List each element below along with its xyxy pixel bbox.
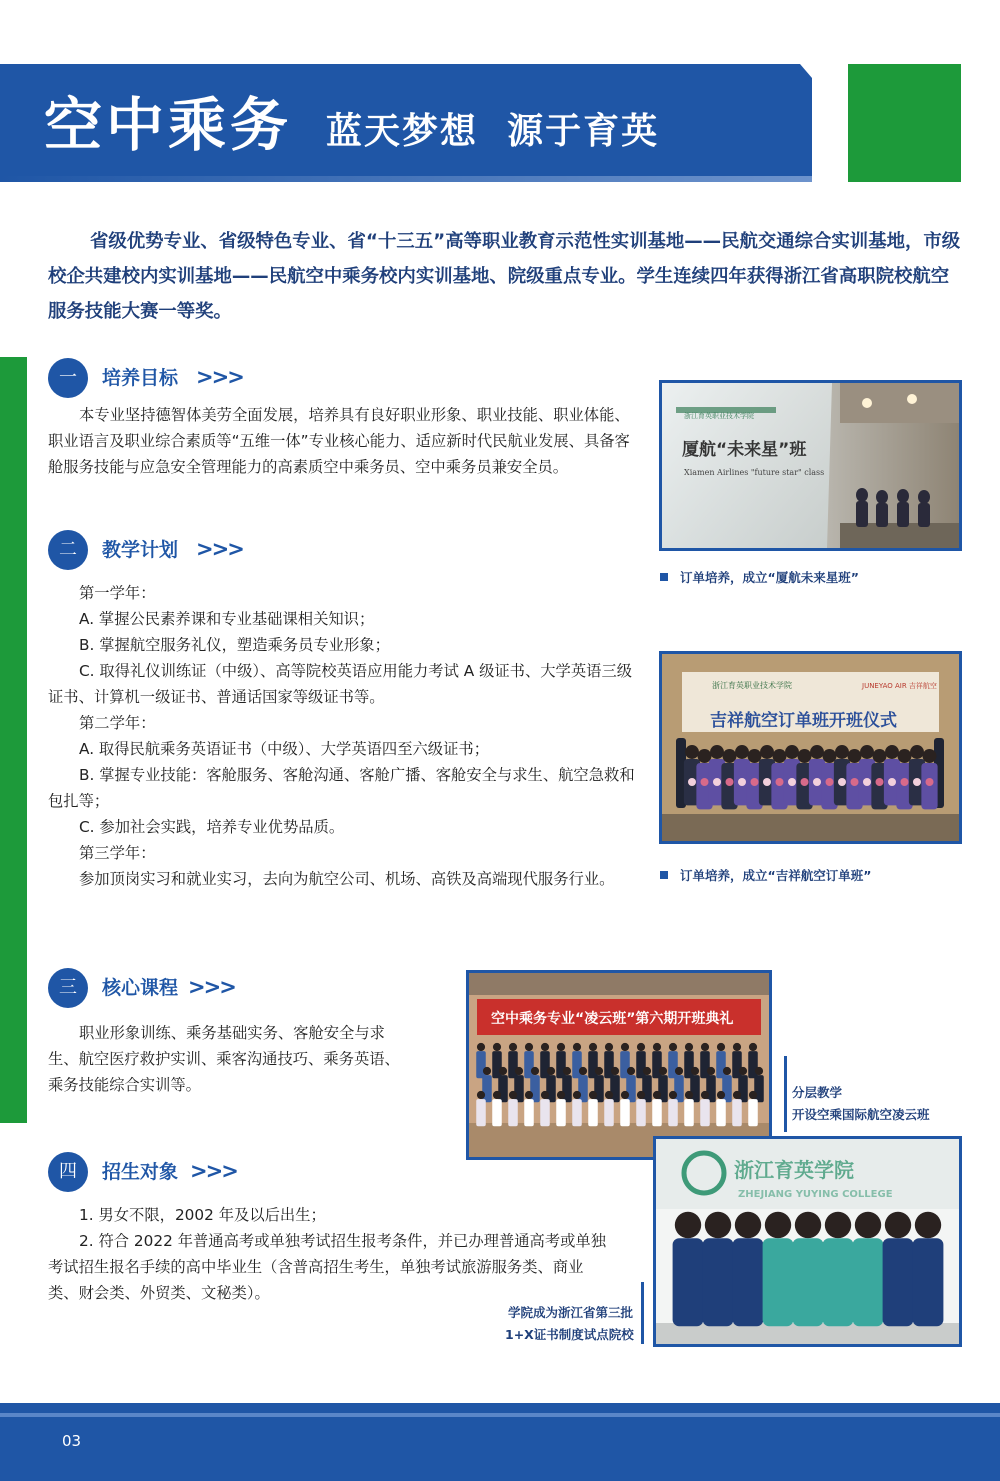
photo-2-caption-text: 订单培养，成立“吉祥航空订单班”	[680, 868, 872, 883]
plan-line: 第二学年：	[79, 714, 156, 732]
plan-line: 参加顶岗实习和就业实习，去向为航空公司、机场、高铁及高端现代服务行业。	[79, 870, 615, 888]
page-number: 03	[62, 1432, 82, 1450]
section-1-body: 本专业坚持德智体美劳全面发展，培养具有良好职业形象、职业技能、职业体能、职业语言及职业综合素质等“五维一体”专业核心能力、适应新时代民航业发展、具备客舱服务技能与应急安全管理能力的高素质空中乘务员、空中乘务员兼安全员。	[48, 406, 630, 476]
photo-2-banner: 吉祥航空订单班开班仪式	[710, 711, 897, 731]
photo-2-caption	[660, 866, 871, 886]
section-3-arrows-icon: >>>	[188, 975, 235, 999]
section-2-body	[48, 580, 638, 892]
section-1-number: 一	[48, 358, 88, 398]
plan-line: C. 取得礼仪训练证（中级）、高等院校英语应用能力考试 A 级证书、大学英语三级证书、计算机一级证书、普通话国家等级证书等。	[48, 662, 633, 706]
caption-square-icon	[660, 573, 668, 581]
plan-line: B. 掌握专业技能：客舱服务、客舱沟通、客舱广播、客舱安全与求生、航空急救和包扎等；	[48, 766, 635, 810]
section-3-body: 职业形象训练、乘务基础实务、客舱安全与求生、航空医疗救护实训、乘客沟通技巧、乘务英语、乘务技能综合实训等。	[48, 1024, 400, 1094]
section-2-arrows-icon: >>>	[196, 537, 243, 561]
photo-1-sign-logo: 浙江育英职业技术学院	[684, 412, 754, 420]
photo-1-illustration	[662, 383, 959, 548]
photo-lingyun-class	[466, 970, 772, 1160]
photo-3-caption-line-2: 开设空乘国际航空凌云班	[792, 1107, 930, 1122]
page-title: 空中乘务	[44, 91, 293, 159]
caption-3-rule	[784, 1056, 787, 1132]
section-1-title: 培养目标	[102, 367, 179, 389]
section-3-title: 核心课程	[102, 977, 179, 999]
section-4-body	[48, 1202, 608, 1306]
intro-paragraph: 省级优势专业、省级特色专业、省“十三五”高等职业教育示范性实训基地——民航交通综合实训基地，市级校企共建校内实训基地——民航空中乘务校内实训基地、院级重点专业。学生连续四年获得浙江省高职院校航空服务技能大赛一等奖。	[48, 231, 961, 322]
photo-2-logo-right: JUNEYAO AIR 吉祥航空	[862, 682, 937, 690]
photo-2-illustration	[662, 654, 959, 841]
photo-1x-certificate	[653, 1136, 962, 1347]
section-1-arrows-icon: >>>	[196, 365, 243, 389]
photo-1-sign-subtext: Xiamen Airlines "future star" class	[684, 468, 825, 477]
photo-3-illustration	[469, 973, 769, 1157]
photo-3-caption-line-1: 分层教学	[792, 1085, 843, 1100]
photo-4-illustration	[656, 1139, 959, 1344]
plan-line: C. 参加社会实践，培养专业优势品质。	[79, 818, 345, 836]
photo-3-caption	[792, 1082, 930, 1126]
plan-line: A. 取得民航乘务英语证书（中级）、大学英语四至六级证书；	[79, 740, 489, 758]
section-4-arrows-icon: >>>	[190, 1159, 237, 1183]
photo-2-logo-left: 浙江育英职业技术学院	[712, 681, 792, 690]
plan-line: 第三学年：	[79, 844, 156, 862]
photo-1-caption-text: 订单培养，成立“厦航未来星班”	[680, 570, 859, 585]
photo-4-wall-text: 浙江育英学院	[734, 1158, 854, 1182]
caption-4-rule	[641, 1282, 644, 1344]
eligibility-line: 2. 符合 2022 年普通高考或单独考试招生报考条件，并已办理普通高考或单独考试招生报名手续的高中毕业生（含普高招生考生，单独考试旅游服务类、商业类、财会类、外贸类、文秘类）。	[48, 1232, 607, 1302]
photo-4-group	[673, 1212, 944, 1326]
photo-4-caption-line-2: 1+X证书制度试点院校	[505, 1327, 634, 1342]
photo-juneyao-class	[659, 651, 962, 844]
photo-2-crowd	[684, 745, 938, 809]
photo-xiamen-airlines-class	[659, 380, 962, 551]
section-2-title: 教学计划	[102, 539, 179, 561]
photo-4-wall-subtext: ZHEJIANG YUYING COLLEGE	[738, 1189, 893, 1200]
footer-stripe	[0, 1413, 1000, 1417]
page-slogan: 蓝天梦想 源于育英	[326, 111, 660, 152]
section-3-number: 三	[48, 968, 88, 1008]
photo-3-banner: 空中乘务专业“凌云班”第六期开班典礼	[491, 1011, 734, 1027]
section-4-title: 招生对象	[102, 1161, 179, 1183]
eligibility-line: 1. 男女不限，2002 年及以后出生；	[79, 1206, 326, 1224]
plan-line: 第一学年：	[79, 584, 156, 602]
plan-line: A. 掌握公民素养课和专业基础课相关知识；	[79, 610, 375, 628]
plan-line: B. 掌握航空服务礼仪，塑造乘务员专业形象；	[79, 636, 390, 654]
section-4-number: 四	[48, 1152, 88, 1192]
header-green-block	[848, 64, 961, 182]
photo-4-caption-line-1: 学院成为浙江省第三批	[507, 1305, 633, 1320]
photo-1-sign-text: 厦航“未来星”班	[682, 440, 807, 460]
side-accent-bar	[0, 357, 27, 1123]
section-2-number: 二	[48, 530, 88, 570]
caption-square-icon	[660, 871, 668, 879]
photo-4-caption	[505, 1302, 633, 1346]
photo-1-caption	[660, 568, 859, 588]
